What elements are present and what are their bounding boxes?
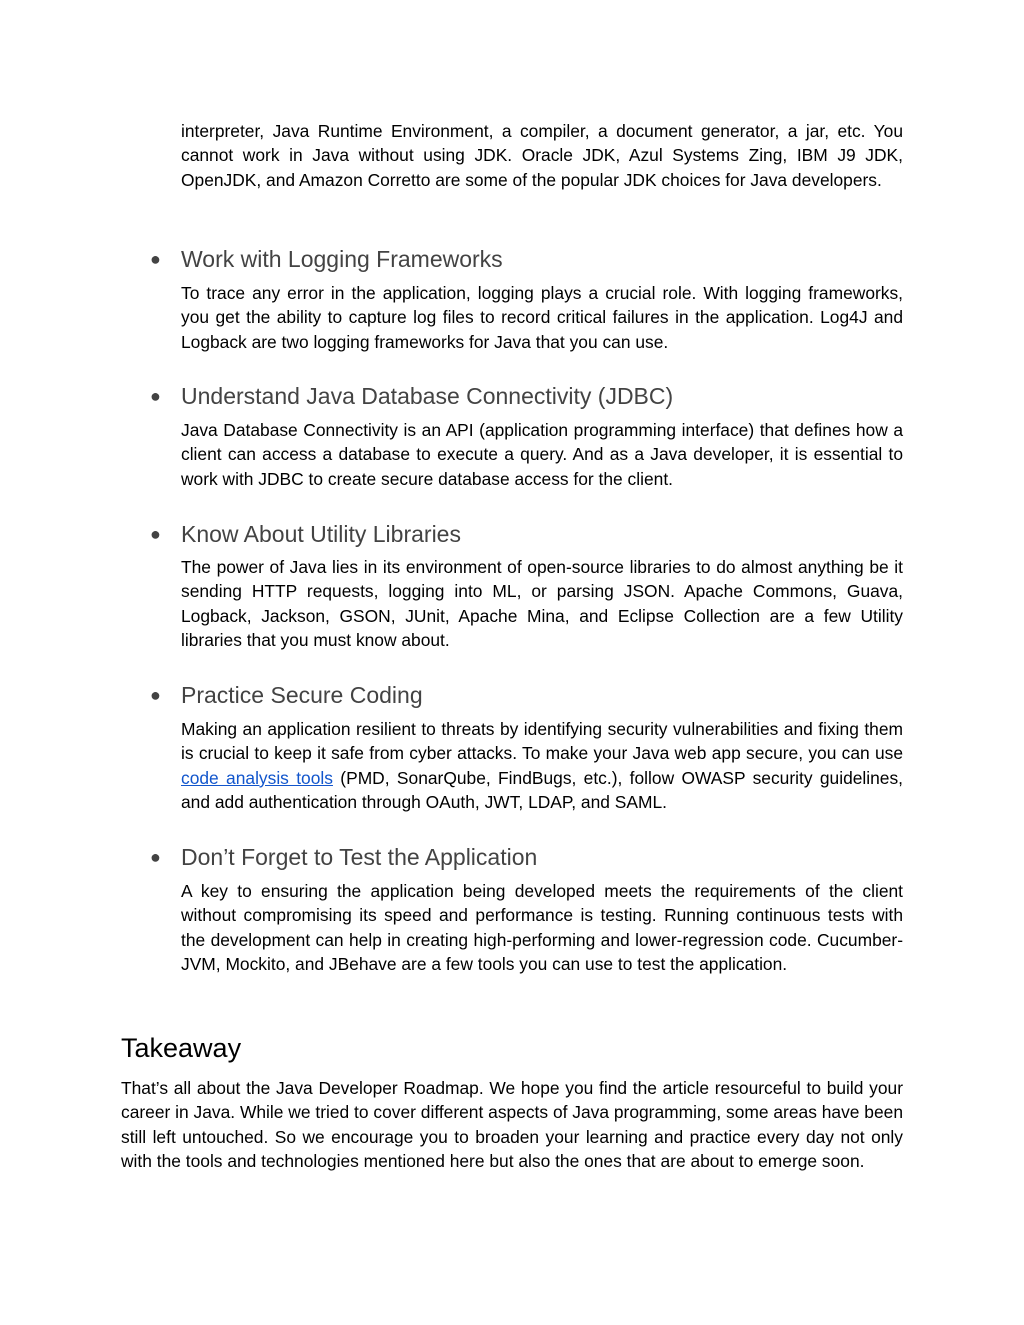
code-analysis-tools-link[interactable]: code analysis tools — [181, 767, 333, 788]
paragraph-utility-libraries: The power of Java lies in its environment of open-source libraries to do almost anything be it sending HTTP requests, logging into ML, or parsing JSON. Apache Commons, Guava, Logback, Jackson, GSON, JUnit, Apache Mina, and Eclipse Collection are a few Utility libraries that you must know about. — [181, 557, 903, 651]
heading-text: Work with Logging Frameworks — [181, 246, 503, 272]
paragraph-logging: To trace any error in the application, logging plays a crucial role. With logging frameworks, you get the ability to capture log files to record critical failures in the application. Log4J and Logback are two logging frameworks for Java that you can use. — [181, 283, 903, 352]
bullet-icon: ● — [150, 249, 161, 269]
heading-text: Practice Secure Coding — [181, 682, 423, 708]
takeaway-paragraph: That’s all about the Java Developer Roadmap. We hope you find the article resourceful to build your career in Java. While we tried to cover different aspects of Java programming, some areas have been still left untouched. So we encourage you to broaden your learning and practice every day not only with the tools and technologies mentioned here but also the ones that are about to emerge soon. — [121, 1078, 903, 1172]
heading-text: Understand Java Database Connectivity (JDBC) — [181, 383, 674, 409]
paragraph-secure-coding — [181, 717, 903, 815]
heading-text: Don’t Forget to Test the Application — [181, 844, 538, 870]
intro-paragraph: interpreter, Java Runtime Environment, a compiler, a document generator, a jar, etc. You cannot work in Java without using JDK. Oracle JDK, Azul Systems Zing, IBM J9 JDK, OpenJDK, and Amazon Corretto are some of the popular JDK choices for Java developers. — [181, 121, 903, 190]
paragraph-text-after-link: (PMD, SonarQube, FindBugs, etc.), follow OWASP security guidelines, and add authentication through OAuth, JWT, LDAP, and SAML. — [181, 767, 904, 813]
bullet-icon: ● — [150, 386, 161, 406]
paragraph-jdbc: Java Database Connectivity is an API (application programming interface) that defines how a client can access a database to execute a query. And as a Java developer, it is essential to work with JDBC to create secure database access for the client. — [181, 420, 903, 489]
takeaway-title: Takeaway — [121, 1033, 242, 1063]
bullet-icon: ● — [150, 847, 161, 867]
bullet-icon: ● — [150, 524, 161, 544]
paragraph-text-before-link: Making an application resilient to threats by identifying security vulnerabilities and fixing them is crucial to keep it safe from cyber attacks. To make your Java web app secure, you can use — [181, 719, 903, 764]
bullet-icon: ● — [150, 685, 161, 705]
heading-text: Know About Utility Libraries — [181, 521, 461, 547]
paragraph-testing: A key to ensuring the application being developed meets the requirements of the client without compromising its speed and performance is testing. Running continuous tests with the development can help in creating high-performing and lower-regression code. Cucumber-JVM, Mockito, and JBehave are a few tools you can use to test the application. — [181, 881, 903, 975]
